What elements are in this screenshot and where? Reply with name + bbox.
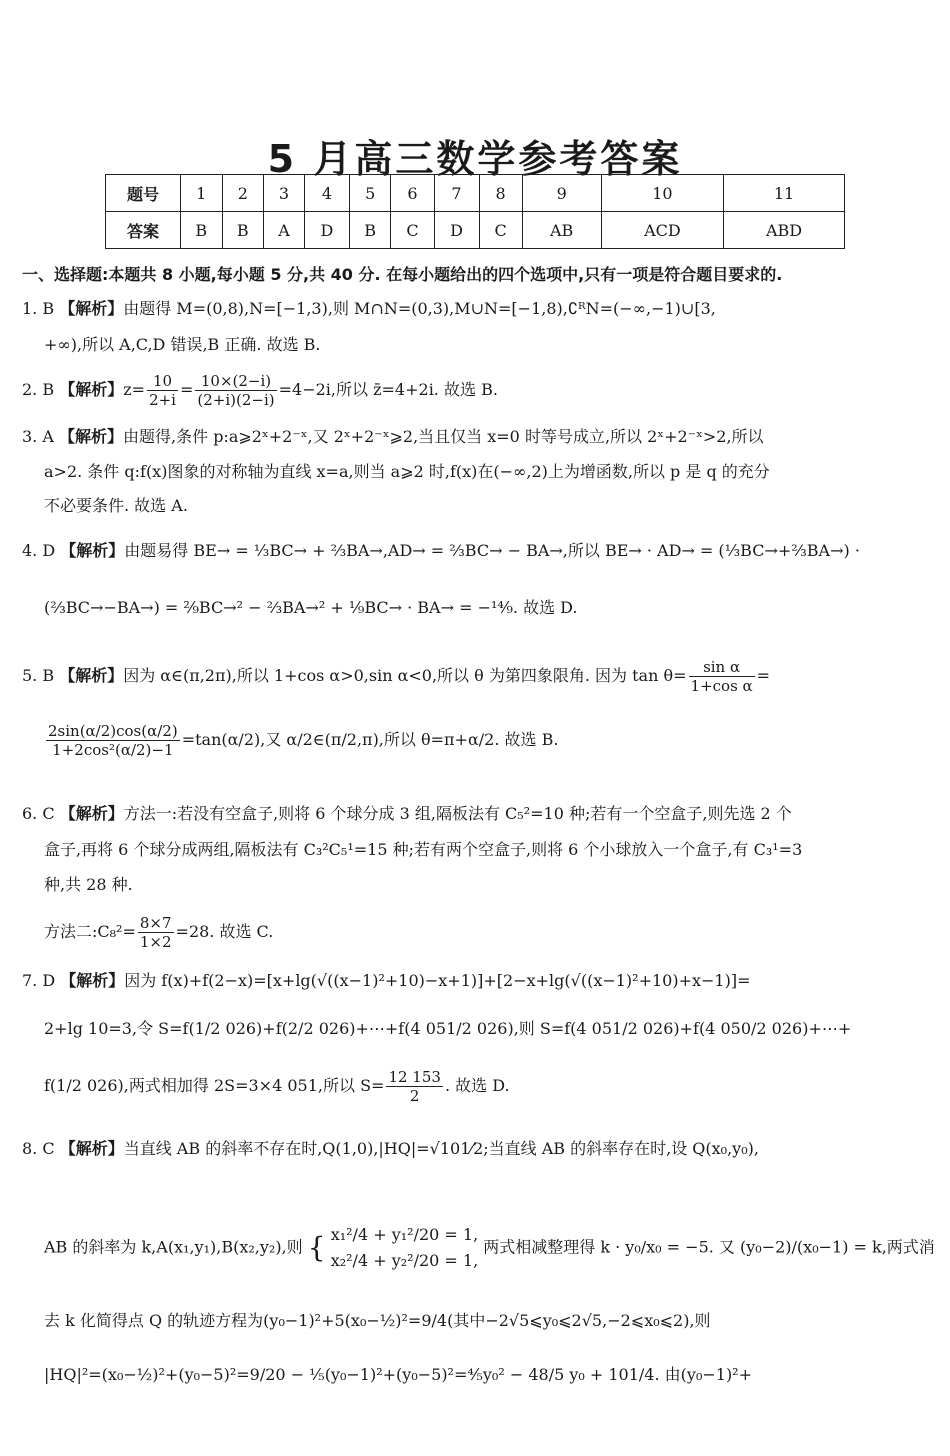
question-number: 3. A <box>22 427 54 446</box>
solution-text: 因为 f(x)+f(2−x)=[x+lg(√((x−1)²+10)−x+1)]+[2−x+lg(√((x−1)²+10)+x−1)]= <box>124 971 751 990</box>
answer-table <box>105 174 845 249</box>
numerator: 10×(2−i) <box>195 372 276 391</box>
solution-text: =tan(α/2),又 α/2∈(π/2,π),所以 θ=π+α/2. 故选 B. <box>181 730 559 749</box>
solution-text: f(1/2 026),两式相加得 2S=3×4 051,所以 S= <box>44 1076 385 1095</box>
question-6-line-2: 盒子,再将 6 个球分成两组,隔板法有 C₃²C₅¹=15 种;若有两个空盒子,则将 6 个小球放入一个盒子,有 C₃¹=3 <box>44 840 803 859</box>
numerator: 12 153 <box>388 1068 441 1086</box>
question-6-line-1 <box>22 803 930 825</box>
question-6-method-2 <box>44 914 950 951</box>
table-cell: 4 <box>304 175 349 212</box>
numerator: 10 <box>147 372 178 391</box>
solution-text: AB 的斜率为 k,A(x₁,y₁),B(x₂,y₂),则 <box>44 1237 303 1257</box>
table-cell: A <box>264 212 305 249</box>
solution-text: . 故选 D. <box>444 1076 510 1095</box>
table-cell: 7 <box>434 175 479 212</box>
numerator: 8×7 <box>139 914 172 932</box>
question-6-line-3: 种,共 28 种. <box>44 875 133 894</box>
formula-text: z= <box>123 380 146 399</box>
question-4-line-2: (⅔BC→−BA→) = ²⁄₉BC→² − ⅔BA→² + ¹⁄₉BC→ · BA→ = −¹⁴⁄₉. 故选 D. <box>44 598 578 617</box>
table-cell: 9 <box>522 175 601 212</box>
question-3-line-2: a>2. 条件 q:f(x)图象的对称轴为直线 x=a,则当 a⩾2 时,f(x)在(−∞,2)上为增函数,所以 p 是 q 的充分 <box>44 462 770 481</box>
fraction <box>138 914 174 951</box>
table-cell: 8 <box>479 175 522 212</box>
question-number: 4. D <box>22 541 56 560</box>
page-title: 5 月高三数学参考答案 <box>267 137 683 181</box>
denominator: 2+i <box>149 391 176 409</box>
table-cell: C <box>479 212 522 249</box>
table-cell: D <box>434 212 479 249</box>
table-cell: 6 <box>391 175 434 212</box>
question-8-line-3: 去 k 化简得点 Q 的轨迹方程为(y₀−1)²+5(x₀−½)²=9/4(其中−2√5⩽y₀⩽2√5,−2⩽x₀⩽2),则 <box>44 1311 711 1330</box>
question-8-line-1 <box>22 1138 930 1160</box>
question-number: 2. B <box>22 380 55 399</box>
question-8-line-4: |HQ|²=(x₀−½)²+(y₀−5)²=9/20 − ⅕(y₀−1)²+(y₀−5)²=⅘y₀² − 48/5 y₀ + 101/4. 由(y₀−1)²+ <box>44 1365 752 1384</box>
equation-2: x₂²/4 + y₂²/20 = 1, <box>330 1251 479 1270</box>
question-5-line-2 <box>44 722 950 759</box>
analysis-tag: 【解析】 <box>60 541 125 560</box>
table-cell: 5 <box>349 175 391 212</box>
solution-text: 方法一:若没有空盒子,则将 6 个球分成 3 组,隔板法有 C₅²=10 种;若有一个空盒子,则先选 2 个 <box>123 804 792 823</box>
section-heading: 一、选择题:本题共 8 小题,每小题 5 分,共 40 分. 在每小题给出的四个选项中,只有一项是符合题目要求的. <box>22 265 783 284</box>
question-7-line-1 <box>22 970 930 992</box>
table-cell: 1 <box>181 175 223 212</box>
solution-text: 方法二:C₈²= <box>44 922 136 941</box>
question-5-line-1 <box>22 658 930 695</box>
denominator: 1×2 <box>139 933 172 951</box>
table-row-answers <box>106 212 845 249</box>
equation-1: x₁²/4 + y₁²/20 = 1, <box>330 1225 479 1244</box>
table-cell: B <box>181 212 223 249</box>
table-cell: ABD <box>724 212 845 249</box>
solution-text: 由题得 M=(0,8),N=[−1,3),则 M∩N=(0,3),M∪N=[−1,8),∁ᴿN=(−∞,−1)∪[3, <box>123 299 716 318</box>
table-cell: B <box>349 212 391 249</box>
question-2 <box>22 372 930 409</box>
table-cell: ACD <box>601 212 723 249</box>
table-cell: D <box>304 212 349 249</box>
formula-text: = <box>756 666 771 685</box>
analysis-tag: 【解析】 <box>59 804 124 823</box>
solution-text: 当直线 AB 的斜率不存在时,Q(1,0),|HQ|=√101⁄2;当直线 AB 的斜率存在时,设 Q(x₀,y₀), <box>123 1139 759 1158</box>
solution-text: 两式相减整理得 k · y₀/x₀ = −5. 又 (y₀−2)/(x₀−1) = k,两式消 <box>483 1237 935 1257</box>
question-3-line-1 <box>22 426 930 448</box>
numerator: sin α <box>689 658 755 677</box>
question-1-line-2: +∞),所以 A,C,D 错误,B 正确. 故选 B. <box>44 335 321 354</box>
denominator: (2+i)(2−i) <box>197 391 275 409</box>
table-header-label: 题号 <box>106 175 181 212</box>
question-7-line-2: 2+lg 10=3,令 S=f(1/2 026)+f(2/2 026)+⋯+f(4 051/2 026),则 S=f(4 051/2 026)+f(4 050/2 026)+⋯+ <box>44 1019 852 1038</box>
question-number: 1. B <box>22 299 55 318</box>
solution-text: 由题易得 BE→ = ⅓BC→ + ⅔BA→,AD→ = ⅔BC→ − BA→,所以 BE→ · AD→ = (⅓BC→+⅔BA→) · <box>124 541 860 560</box>
table-answer-label: 答案 <box>106 212 181 249</box>
solution-text: =4−2i,所以 z̄=4+2i. 故选 B. <box>278 380 498 399</box>
analysis-tag: 【解析】 <box>59 1139 124 1158</box>
solution-text: 由题得,条件 p:a⩾2ˣ+2⁻ˣ,又 2ˣ+2⁻ˣ⩾2,当且仅当 x=0 时等号成立,所以 2ˣ+2⁻ˣ>2,所以 <box>123 427 764 446</box>
question-number: 6. C <box>22 804 55 823</box>
table-row-question-numbers <box>106 175 845 212</box>
denominator: 1+2cos²(α/2)−1 <box>52 741 174 759</box>
question-4-line-1 <box>22 540 930 562</box>
system-brace: { <box>307 1231 326 1264</box>
solution-text: =28. 故选 C. <box>175 922 274 941</box>
question-number: 7. D <box>22 971 56 990</box>
fraction <box>689 658 755 695</box>
table-cell: 10 <box>601 175 723 212</box>
denominator: 1+cos α <box>690 677 753 695</box>
analysis-tag: 【解析】 <box>59 299 124 318</box>
question-7-line-3 <box>44 1068 950 1105</box>
question-1-line-1 <box>22 298 930 320</box>
question-number: 8. C <box>22 1139 55 1158</box>
formula-text: = <box>179 380 194 399</box>
analysis-tag: 【解析】 <box>59 666 124 685</box>
analysis-tag: 【解析】 <box>59 427 124 446</box>
question-number: 5. B <box>22 666 55 685</box>
table-cell: C <box>391 212 434 249</box>
fraction <box>147 372 178 409</box>
table-cell: B <box>222 212 264 249</box>
denominator: 2 <box>409 1087 420 1105</box>
question-3-line-3: 不必要条件. 故选 A. <box>44 496 188 515</box>
table-cell: AB <box>522 212 601 249</box>
equation-system <box>331 1222 478 1274</box>
fraction <box>386 1068 443 1105</box>
table-cell: 3 <box>264 175 305 212</box>
question-8-line-2 <box>44 1222 950 1274</box>
analysis-tag: 【解析】 <box>60 971 125 990</box>
table-cell: 2 <box>222 175 264 212</box>
fraction <box>195 372 276 409</box>
fraction <box>46 722 180 759</box>
numerator: 2sin(α/2)cos(α/2) <box>48 722 178 740</box>
table-cell: 11 <box>724 175 845 212</box>
analysis-tag: 【解析】 <box>59 380 124 399</box>
solution-text: 因为 α∈(π,2π),所以 1+cos α>0,sin α<0,所以 θ 为第四象限角. 因为 tan θ= <box>123 666 687 685</box>
